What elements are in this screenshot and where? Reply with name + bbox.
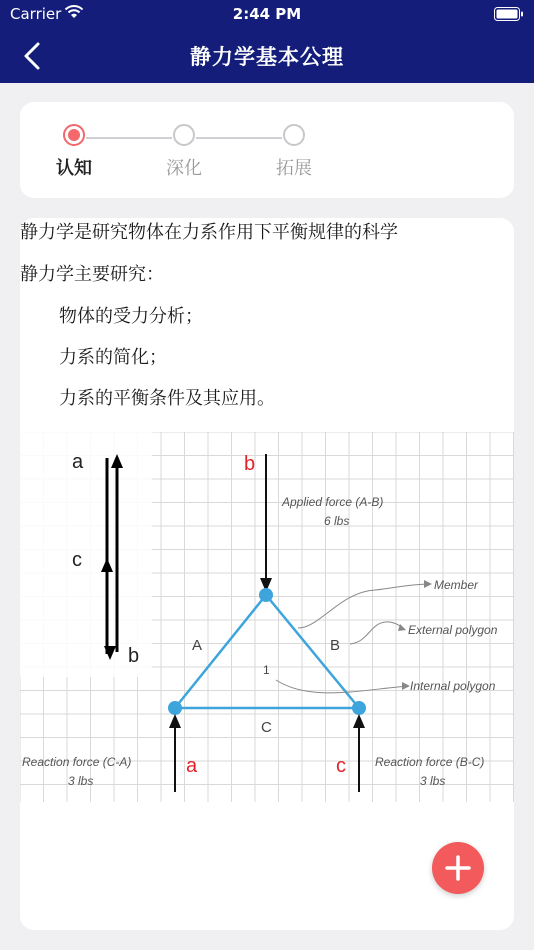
applied-force-value: 6 lbs bbox=[324, 514, 350, 528]
study-item: 物体的受力分析； bbox=[59, 306, 203, 327]
external-polygon-label: External polygon bbox=[408, 623, 498, 637]
study-item: 力系的简化； bbox=[59, 347, 167, 368]
step-label: 认知 bbox=[56, 158, 92, 179]
battery-icon bbox=[494, 7, 524, 21]
force-diagram bbox=[20, 432, 514, 802]
add-button[interactable] bbox=[432, 842, 484, 894]
intro-text: 静力学是研究物体在力系作用下平衡规律的科学 bbox=[20, 222, 398, 243]
internal-polygon-label: Internal polygon bbox=[410, 679, 496, 693]
label-left-c: c bbox=[72, 549, 82, 571]
app-header bbox=[0, 0, 534, 83]
nav-bar bbox=[0, 28, 534, 83]
member-label: Member bbox=[434, 578, 479, 592]
reaction-left-label: Reaction force (C-A) bbox=[22, 755, 132, 769]
page-title: 静力学基本公理 bbox=[190, 45, 344, 69]
study-item: 力系的平衡条件及其应用。 bbox=[59, 388, 275, 409]
step-label: 深化 bbox=[166, 158, 202, 179]
label-bottom-c: c bbox=[336, 755, 346, 777]
status-bar bbox=[0, 0, 534, 28]
label-one: 1 bbox=[263, 663, 270, 677]
label-left-b: b bbox=[128, 645, 140, 667]
step-dot-active bbox=[63, 124, 85, 146]
study-heading: 静力学主要研究： bbox=[20, 264, 164, 285]
label-bottom-a: a bbox=[186, 755, 198, 777]
step-dot bbox=[173, 124, 195, 146]
step-dot bbox=[283, 124, 305, 146]
label-top-b: b bbox=[244, 453, 256, 475]
label-B: B bbox=[330, 637, 341, 654]
label-A: A bbox=[192, 637, 203, 654]
step-cognition[interactable] bbox=[34, 124, 114, 180]
carrier-label: Carrier bbox=[10, 5, 62, 23]
step-label: 拓展 bbox=[276, 158, 312, 179]
reaction-right-label: Reaction force (B-C) bbox=[375, 755, 485, 769]
reaction-right-value: 3 lbs bbox=[420, 774, 446, 788]
step-expand[interactable] bbox=[254, 124, 334, 180]
step-deepen[interactable] bbox=[144, 124, 224, 180]
label-C: C bbox=[261, 719, 272, 736]
reaction-left-value: 3 lbs bbox=[68, 774, 94, 788]
label-left-a: a bbox=[72, 451, 84, 473]
clock: 2:44 PM bbox=[232, 5, 302, 23]
applied-force-label: Applied force (A-B) bbox=[282, 495, 384, 509]
plus-icon bbox=[432, 842, 484, 894]
